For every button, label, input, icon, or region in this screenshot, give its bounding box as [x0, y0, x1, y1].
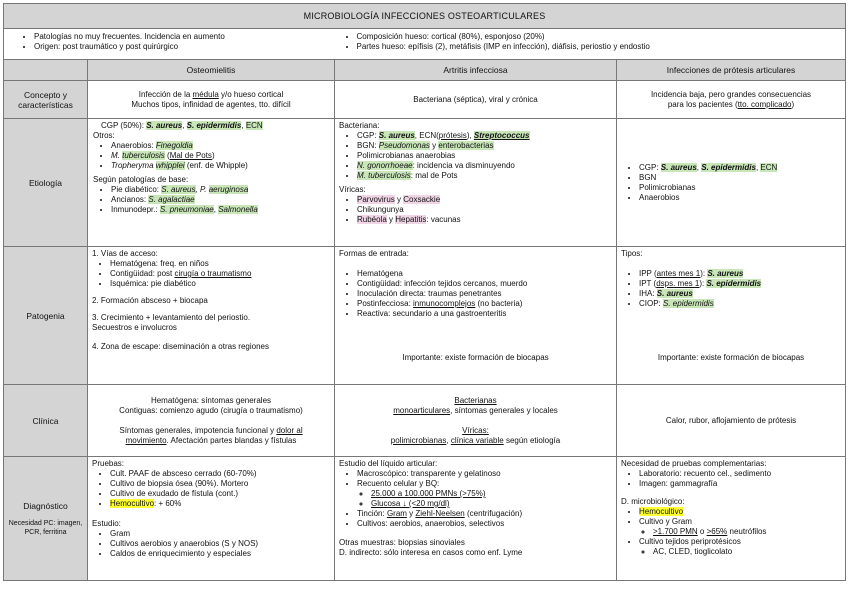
- row-label-etiologia: Etiología: [4, 119, 88, 247]
- intro-item: • Composición hueso: cortical (80%), esponjoso (20%): [357, 32, 842, 42]
- clinica-osteo: Hematógena: síntomas generales Contiguas: comienzo agudo (cirugía o traumatismo) Síntomas generales, impotencia funcional y dolor al movimiento. Afectación partes blandas y fístulas: [88, 385, 335, 457]
- clinica-artritis: Bacterianas monoarticulares, síntomas generales y locales Víricas: polimicrobianas, clínica variable según etiología: [335, 385, 617, 457]
- diagnostico-artritis: Estudio del líquido articular: • Macroscópico: transparente y gelatinoso • Recuento celular y BQ: ◦ 25.000 a 100.000 PMNs (>75%) ◦ Glucosa ↓ (<20 mg/dl) • Tinción: Gram y Ziehl-Neelsen (centrifugación) • Cultivos: aerobios, anaerobios, selectivos Otras muestras: biopsias sinoviales D. indirecto: sólo interesa en casos como enf. Lyme: [335, 457, 617, 581]
- intro-right: [335, 29, 846, 60]
- intro-item: • Origen: post traumático y post quirúrgico: [34, 42, 331, 52]
- concepto-artritis: Bacteriana (séptica), viral y crónica: [335, 81, 617, 119]
- etiologia-protesis: • CGP: S. aureus, S. epidermidis, ECN • BGN • Polimicrobianas • Anaerobios: [617, 119, 846, 247]
- patogenia-osteo: 1. Vías de acceso: • Hematógena: freq. en niños • Contigüidad: post cirugía o traumatismo • Isquémica: pie diabético 2. Formación absceso + biocapa 3. Crecimiento + levantamiento del periostio. Secuestros e involucros 4. Zona de escape: diseminación a otras regiones: [88, 247, 335, 385]
- intro-item: • Patologías no muy frecuentes. Incidencia en aumento: [34, 32, 331, 42]
- header-osteomielitis: Osteomielitis: [88, 60, 335, 81]
- row-label-patogenia: Patogenia: [4, 247, 88, 385]
- diagnostico-protesis: Necesidad de pruebas complementarias: • Laboratorio: recuento cel., sedimento • Imagen: gammagrafía D. microbiológico: • Hemocultivo • Cultivo y Gram ◦ >1.700 PMN o >65% neutrófilos • Cultivo tejidos periprotésicos ◦ AC, CLED, tioglicolato: [617, 457, 846, 581]
- patogenia-protesis: Tipos: • IPP (antes mes 1): S. aureus • IPT (dsps. mes 1): S. epidermidis • IHA: S. aureus • CIOP: S. epidermidis Importante: existe formación de biocapas: [617, 247, 846, 385]
- intro-row: [4, 29, 846, 60]
- intro-left: [4, 29, 335, 60]
- corner-cell: [4, 60, 88, 81]
- concepto-protesis: Incidencia baja, pero grandes consecuencias para los pacientes (tto. complicado): [617, 81, 846, 119]
- concepto-osteo: Infección de la médula y/o hueso cortical Muchos tipos, infinidad de agentes, tto. difícil: [88, 81, 335, 119]
- etiologia-artritis: Bacteriana: • CGP: S. aureus, ECN(prótesis), Streptococcus • BGN: Pseudomonas y enterobacterias • Polimicrobianas anaerobias • N. gonorrhoeae: incidencia va disminuyendo • M. tuberculosis: mal de Pots Víricas: • Parvovirus y Coxsackie • Chikungunya • Rubéola y Hepatitis: vacunas: [335, 119, 617, 247]
- clinica-protesis: Calor, rubor, aflojamiento de prótesis: [617, 385, 846, 457]
- header-protesis: Infecciones de prótesis articulares: [617, 60, 846, 81]
- osteoarticular-table: [3, 3, 846, 581]
- diagnostico-subnote: Necesidad PC: imagen, PCR, ferritina: [8, 519, 83, 536]
- diagnostico-osteo: Pruebas: • Cult. PAAF de absceso cerrado (60-70%) • Cultivo de biopsia ósea (90%). Mortero • Cultivo de exudado de fístula (cont.) • Hemocultivo: + 60% Estudio: • Gram • Cultivos aerobios y anaerobios (S y NOS) • Caldos de enriquecimiento y especiales: [88, 457, 335, 581]
- row-label-concepto: Concepto y características: [4, 81, 88, 119]
- row-label-clinica: Clínica: [4, 385, 88, 457]
- row-label-diagnostico: Diagnóstico Necesidad PC: imagen, PCR, ferritina: [4, 457, 88, 581]
- etiologia-osteo: CGP (50%): S. aureus, S. epidermidis, ECN Otros: • Anaerobios: Finegoldia • M. tuberculosis (Mal de Pots) • Tropheryma whipplei (enf. de Whipple) Según patologías de base: • Pie diabético: S. aureus, P. aeruginosa • Ancianos: S. agalactiae • Inmunodepr.: S. pneumoniae, Salmonella: [88, 119, 335, 247]
- patogenia-artritis: Formas de entrada: • Hematógena • Contigüidad: infección tejidos cercanos, muerdo • Inoculación directa: traumas penetrantes • Postinfecciosa: inmunocomplejos (no bacteria) • Reactiva: secundario a una gastroenteritis Importante: existe formación de biocapas: [335, 247, 617, 385]
- header-artritis: Artritis infecciosa: [335, 60, 617, 81]
- page-title: MICROBIOLOGÍA INFECCIONES OSTEOARTICULARES: [4, 4, 846, 29]
- intro-item: • Partes hueso: epífisis (2), metáfisis (IMP en infección), diáfisis, periostio y endostio: [357, 42, 842, 52]
